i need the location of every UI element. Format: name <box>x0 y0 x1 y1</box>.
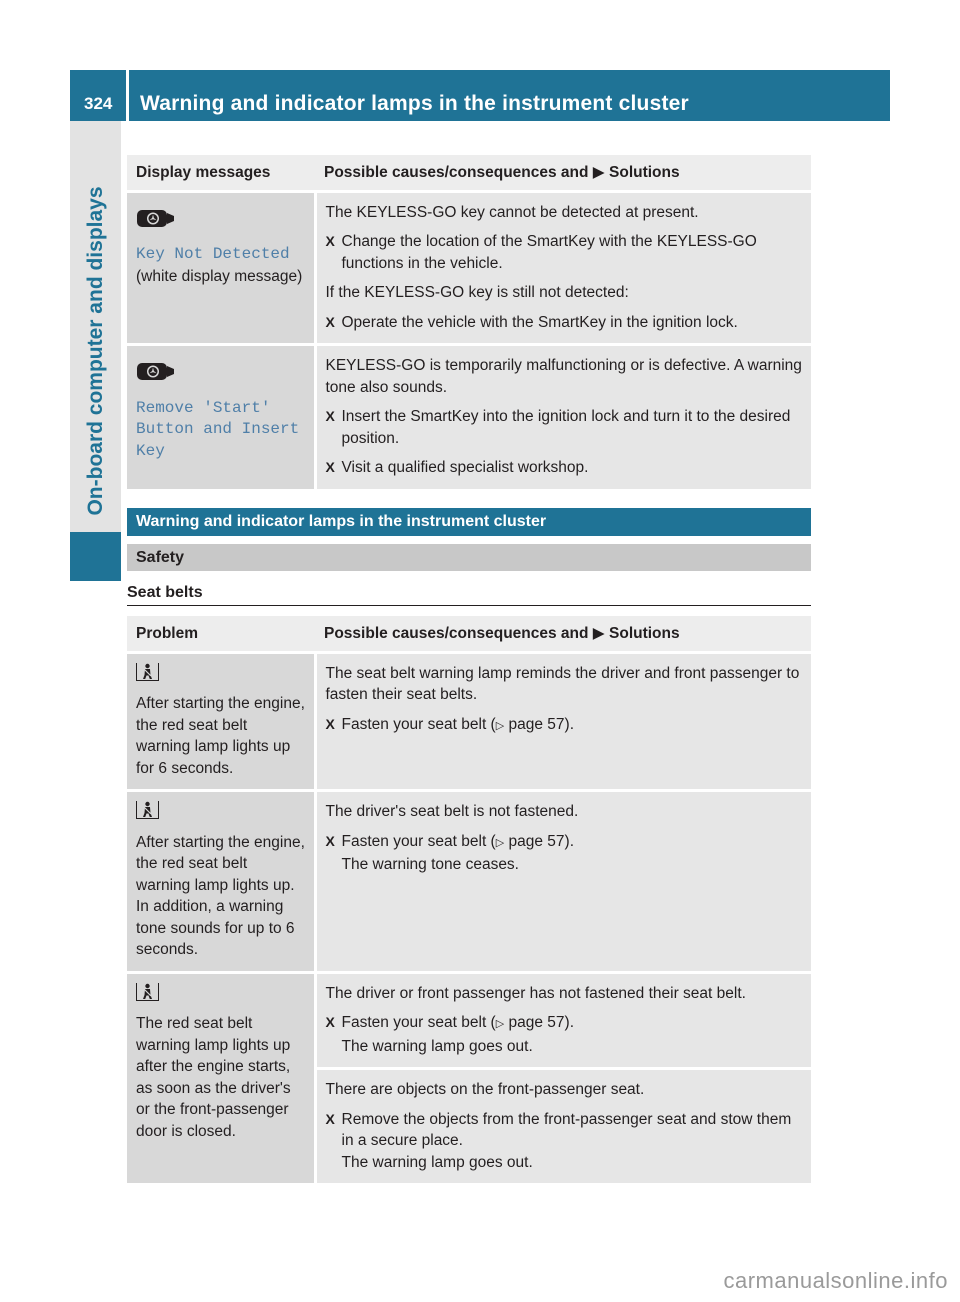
page-ref[interactable]: page 57). <box>508 715 574 733</box>
page-header <box>70 70 890 121</box>
step-result: The warning lamp goes out. <box>341 1153 533 1171</box>
display-message-line: Key <box>136 441 165 460</box>
seatbelt-icon <box>136 801 159 819</box>
topic-heading-text: Seat belts <box>127 584 203 601</box>
col-header-display-messages: Display messages <box>127 155 315 191</box>
step-text: Insert the SmartKey into the ignition lock and turn it to the desired position. <box>341 408 791 447</box>
page-ref[interactable]: page 57). <box>508 832 574 850</box>
display-message <box>136 398 306 463</box>
smartkey-icon <box>136 357 306 392</box>
side-tab-marker <box>70 532 121 581</box>
cause-text: KEYLESS-GO is temporarily malfunctioning or is defective. A warning tone also sounds. <box>325 357 802 396</box>
step-text: Fasten your seat belt ( <box>341 715 496 733</box>
problem-cell <box>127 791 315 973</box>
display-messages-table <box>127 155 811 489</box>
step-item <box>326 1109 804 1174</box>
side-tab <box>70 121 121 581</box>
page-ref-icon: ▷ <box>495 836 505 849</box>
side-tab-label: On-board computer and displays <box>83 186 107 516</box>
step-arrow-icon: X <box>325 832 335 849</box>
cause-text: The KEYLESS-GO key cannot be detected at present. <box>325 203 699 221</box>
page-number: 324 <box>84 94 113 113</box>
step-item <box>326 312 804 334</box>
step-arrow-icon: X <box>325 1110 335 1127</box>
problem-text: After starting the engine, the red seat belt warning lamp lights up. In addition, a warning tone sounds for up to 6 seconds. <box>136 833 305 958</box>
step-arrow-icon: X <box>325 459 335 475</box>
solution-cell <box>315 191 811 345</box>
step-item <box>326 831 804 876</box>
step-item <box>326 1012 804 1057</box>
seat-belts-table <box>127 616 811 1183</box>
section-heading <box>127 508 811 536</box>
step-item <box>326 457 804 479</box>
table-header-row <box>127 616 811 652</box>
step-text: Fasten your seat belt ( <box>341 832 496 850</box>
step-text: Fasten your seat belt ( <box>341 1014 496 1031</box>
step-arrow-icon: X <box>325 233 335 249</box>
solution-cell <box>315 345 811 489</box>
step-arrow-icon: X <box>325 715 335 732</box>
table-header-row <box>127 155 811 191</box>
step-item <box>326 406 804 449</box>
step-arrow-icon: X <box>325 313 335 330</box>
cause-text: The seat belt warning lamp reminds the driver and front passenger to fasten their seat belts. <box>325 664 800 703</box>
table-row <box>127 652 811 791</box>
display-message: Key Not Detected <box>136 245 290 263</box>
table-row <box>127 791 811 973</box>
message-cell <box>127 345 315 489</box>
table-row <box>127 345 811 489</box>
seatbelt-icon <box>136 663 159 681</box>
step-arrow-icon: X <box>325 408 335 424</box>
topic-heading <box>127 581 811 606</box>
seatbelt-icon <box>136 983 159 1001</box>
step-text: Visit a qualified specialist workshop. <box>341 459 589 476</box>
solution-cell <box>315 1069 811 1184</box>
step-arrow-icon: X <box>325 1014 335 1030</box>
section-heading-text: Warning and indicator lamps in the instrument cluster <box>136 513 547 530</box>
cause-text: There are objects on the front-passenger seat. <box>325 1081 645 1098</box>
problem-cell <box>127 972 315 1183</box>
smartkey-icon <box>136 204 306 239</box>
header-divider <box>126 70 129 121</box>
step-result: The warning lamp goes out. <box>341 1037 533 1055</box>
step-text: Operate the vehicle with the SmartKey in the ignition lock. <box>341 313 738 331</box>
display-message-line: Remove 'Start' <box>136 398 271 417</box>
header-title: Warning and indicator lamps in the instrument cluster <box>140 92 689 115</box>
solution-cell <box>315 972 811 1069</box>
watermark: carmanualsonline.info <box>723 1268 948 1293</box>
table-row <box>127 972 811 1069</box>
solution-cell <box>315 791 811 973</box>
col-header-solutions: Possible causes/consequences and ▶ Solutions <box>315 155 811 191</box>
cause-text: If the KEYLESS-GO key is still not detected: <box>325 284 629 301</box>
step-text: Remove the objects from the front-passenger seat and stow them in a secure place. <box>341 1110 792 1149</box>
cause-text: The driver or front passenger has not fastened their seat belt. <box>325 984 746 1002</box>
subsection-heading <box>127 544 811 571</box>
step-item <box>326 231 804 274</box>
display-message-line: Button and Insert <box>136 420 300 438</box>
step-result: The warning tone ceases. <box>341 856 519 873</box>
step-item <box>326 714 804 738</box>
solution-cell <box>315 652 811 791</box>
problem-text: After starting the engine, the red seat belt warning lamp lights up for 6 seconds. <box>136 695 305 777</box>
problem-text: The red seat belt warning lamp lights up after the engine starts, as soon as the driver's or the front-passenger door is closed. <box>136 1015 291 1140</box>
page-ref[interactable]: page 57). <box>508 1014 574 1031</box>
problem-cell <box>127 652 315 791</box>
display-message-note: (white display message) <box>136 267 303 285</box>
page-ref-icon: ▷ <box>495 1018 505 1030</box>
message-cell <box>127 191 315 345</box>
table-row <box>127 191 811 345</box>
col-header-solutions: Possible causes/consequences and ▶ Solutions <box>315 616 811 652</box>
subsection-heading-text: Safety <box>136 549 185 566</box>
step-text: Change the location of the SmartKey with the KEYLESS-GO functions in the vehicle. <box>341 233 757 272</box>
cause-text: The driver's seat belt is not fastened. <box>325 803 579 820</box>
page-ref-icon: ▷ <box>495 719 505 732</box>
col-header-problem: Problem <box>127 616 315 652</box>
